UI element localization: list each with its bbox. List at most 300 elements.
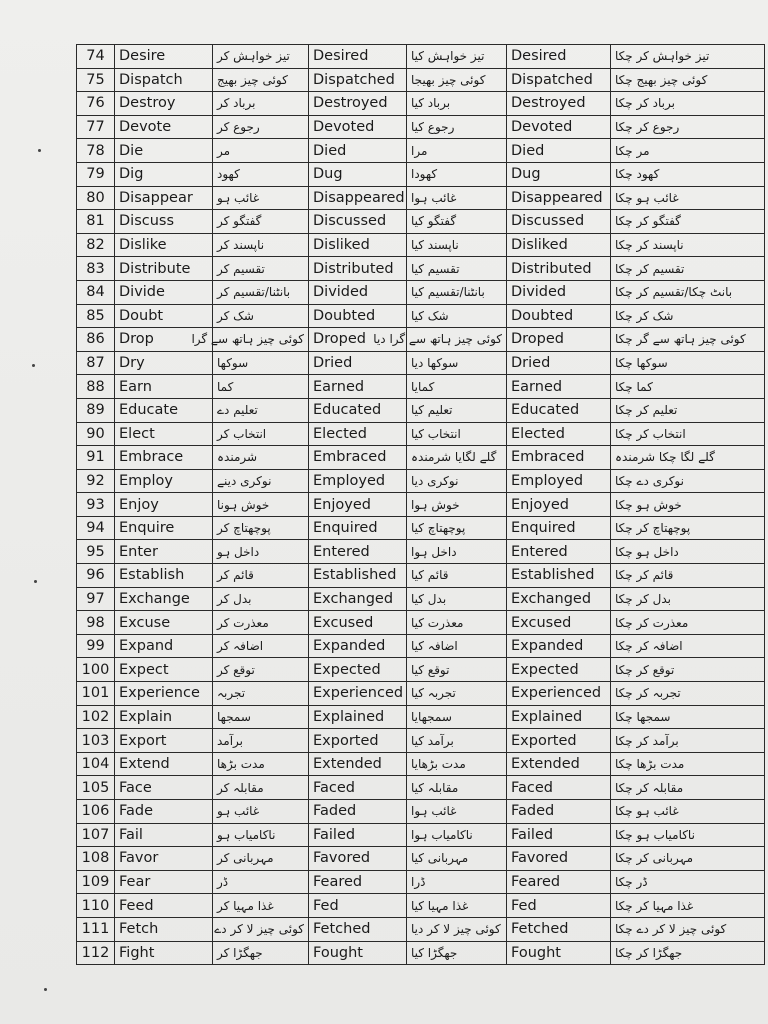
row-number: 107: [77, 823, 115, 847]
base-form: Fear: [115, 870, 213, 894]
row-number: 92: [77, 469, 115, 493]
past-participle-urdu: شک کر چکا: [611, 304, 765, 328]
past-form-urdu: کھودا: [407, 162, 507, 186]
base-form: Fetch: [115, 917, 213, 941]
base-form: Distribute: [115, 257, 213, 281]
past-participle-urdu: گلے لگا چکا شرمندہ: [611, 446, 765, 470]
table-row: [77, 516, 765, 540]
past-form: Distributed: [309, 257, 407, 281]
base-form: Enquire: [115, 516, 213, 540]
row-number: 74: [77, 45, 115, 69]
past-participle: Experienced: [507, 682, 611, 706]
base-form: Expect: [115, 658, 213, 682]
table-row: [77, 469, 765, 493]
base-form: Dislike: [115, 233, 213, 257]
table-row: [77, 540, 765, 564]
past-form: Excused: [309, 611, 407, 635]
row-number: 95: [77, 540, 115, 564]
past-form: Entered: [309, 540, 407, 564]
base-form: Elect: [115, 422, 213, 446]
row-number: 94: [77, 516, 115, 540]
table-row: [77, 847, 765, 871]
past-participle-urdu: ڈر چکا: [611, 870, 765, 894]
past-form-urdu: برآمد کیا: [407, 729, 507, 753]
row-number: 76: [77, 92, 115, 116]
past-form: Enquired: [309, 516, 407, 540]
row-number: 100: [77, 658, 115, 682]
past-participle-urdu: کوئی چیز لا کر دے چکا: [611, 917, 765, 941]
past-participle-urdu: سمجھا چکا: [611, 705, 765, 729]
past-participle: Droped: [507, 328, 611, 352]
past-participle-urdu: تعلیم کر چکا: [611, 398, 765, 422]
past-form: Explained: [309, 705, 407, 729]
table-row: [77, 658, 765, 682]
past-form: Feared: [309, 870, 407, 894]
past-form-urdu: تقسیم کیا: [407, 257, 507, 281]
past-participle: Employed: [507, 469, 611, 493]
past-participle: Expected: [507, 658, 611, 682]
past-participle: Disliked: [507, 233, 611, 257]
table-row: [77, 682, 765, 706]
past-form-urdu: شک کیا: [407, 304, 507, 328]
past-participle-urdu: ناکامیاب ہو چکا: [611, 823, 765, 847]
past-form: Disliked: [309, 233, 407, 257]
past-participle: Exported: [507, 729, 611, 753]
past-participle-urdu: پوچھتاچ کر چکا: [611, 516, 765, 540]
table-row: [77, 870, 765, 894]
past-form: Educated: [309, 398, 407, 422]
past-form-urdu: گفتگو کیا: [407, 210, 507, 234]
base-form-urdu: تجربہ: [213, 682, 309, 706]
past-form: Favored: [309, 847, 407, 871]
table-row: [77, 280, 765, 304]
past-form: Desired: [309, 45, 407, 69]
base-form: Face: [115, 776, 213, 800]
base-form-urdu: بدل کر: [213, 587, 309, 611]
row-number: 99: [77, 634, 115, 658]
past-form: Fed: [309, 894, 407, 918]
past-form: Destroyed: [309, 92, 407, 116]
past-participle: Excused: [507, 611, 611, 635]
row-number: 101: [77, 682, 115, 706]
row-number: 85: [77, 304, 115, 328]
table-row: [77, 446, 765, 470]
row-number: 89: [77, 398, 115, 422]
base-form-urdu: توقع کر: [213, 658, 309, 682]
past-participle: Divided: [507, 280, 611, 304]
past-participle: Doubted: [507, 304, 611, 328]
past-participle: Elected: [507, 422, 611, 446]
past-form: Expanded: [309, 634, 407, 658]
base-form: Exchange: [115, 587, 213, 611]
scan-speck: [32, 364, 35, 367]
base-form: Educate: [115, 398, 213, 422]
base-form-urdu: کھود: [213, 162, 309, 186]
past-participle-urdu: بانٹ چکا/تقسیم کر چکا: [611, 280, 765, 304]
table-row: [77, 328, 765, 352]
row-number: 98: [77, 611, 115, 635]
row-number: 88: [77, 375, 115, 399]
past-participle-urdu: نوکری دے چکا: [611, 469, 765, 493]
base-form-urdu: تقسیم کر: [213, 257, 309, 281]
row-number: 111: [77, 917, 115, 941]
base-form-urdu: گفتگو کر: [213, 210, 309, 234]
past-participle-urdu: کوئی چیز ہاتھ سے گر چکا: [611, 328, 765, 352]
table-row: [77, 422, 765, 446]
past-participle: Devoted: [507, 115, 611, 139]
base-form: Export: [115, 729, 213, 753]
base-form: Doubt: [115, 304, 213, 328]
table-row: [77, 210, 765, 234]
past-participle-urdu: معذرت کر چکا: [611, 611, 765, 635]
past-form-urdu: مرا: [407, 139, 507, 163]
past-participle-urdu: غذا مہیا کر چکا: [611, 894, 765, 918]
past-participle: Earned: [507, 375, 611, 399]
past-participle-urdu: گفتگو کر چکا: [611, 210, 765, 234]
row-number: 75: [77, 68, 115, 92]
past-participle: Distributed: [507, 257, 611, 281]
past-participle-urdu: بدل کر چکا: [611, 587, 765, 611]
base-form: Feed: [115, 894, 213, 918]
base-form: Devote: [115, 115, 213, 139]
past-participle: Fought: [507, 941, 611, 965]
table-row: [77, 257, 765, 281]
past-form: Employed: [309, 469, 407, 493]
scan-speck: [38, 149, 41, 152]
past-form: Fetched: [309, 917, 407, 941]
row-number: 112: [77, 941, 115, 965]
base-form: Experience: [115, 682, 213, 706]
base-form-urdu: داخل ہو: [213, 540, 309, 564]
past-participle-urdu: کھود چکا: [611, 162, 765, 186]
past-form: Experienced: [309, 682, 407, 706]
past-participle-urdu: کما چکا: [611, 375, 765, 399]
past-form: Expected: [309, 658, 407, 682]
base-form: Expand: [115, 634, 213, 658]
base-form: Drop: [115, 328, 213, 352]
past-form-urdu: کوئی چیز بھیجا: [407, 68, 507, 92]
past-participle: Favored: [507, 847, 611, 871]
base-form-urdu: شرمندہ: [213, 446, 309, 470]
past-participle: Fetched: [507, 917, 611, 941]
table-row: [77, 92, 765, 116]
table-row: [77, 634, 765, 658]
table-row: [77, 375, 765, 399]
past-form: Failed: [309, 823, 407, 847]
base-form: Employ: [115, 469, 213, 493]
row-number: 78: [77, 139, 115, 163]
row-number: 83: [77, 257, 115, 281]
row-number: 93: [77, 493, 115, 517]
past-form: Devoted: [309, 115, 407, 139]
row-number: 80: [77, 186, 115, 210]
past-form: Exchanged: [309, 587, 407, 611]
table-row: [77, 800, 765, 824]
row-number: 108: [77, 847, 115, 871]
table-row: [77, 917, 765, 941]
base-form-urdu: سمجھا: [213, 705, 309, 729]
past-form-urdu: قائم کیا: [407, 564, 507, 588]
past-participle: Extended: [507, 752, 611, 776]
base-form: Destroy: [115, 92, 213, 116]
table-row: [77, 729, 765, 753]
base-form-urdu: ناکامیاب ہو: [213, 823, 309, 847]
past-participle: Faded: [507, 800, 611, 824]
row-number: 79: [77, 162, 115, 186]
past-form-urdu: بدل کیا: [407, 587, 507, 611]
past-participle: Dug: [507, 162, 611, 186]
base-form: Discuss: [115, 210, 213, 234]
row-number: 103: [77, 729, 115, 753]
past-form: Embraced: [309, 446, 407, 470]
table-row: [77, 611, 765, 635]
past-participle: Died: [507, 139, 611, 163]
base-form: Enter: [115, 540, 213, 564]
past-participle: Educated: [507, 398, 611, 422]
base-form: Fail: [115, 823, 213, 847]
row-number: 81: [77, 210, 115, 234]
past-participle-urdu: تیز خواہش کر چکا: [611, 45, 765, 69]
past-form-urdu: معذرت کیا: [407, 611, 507, 635]
base-form-urdu: مر: [213, 139, 309, 163]
past-form: Dispatched: [309, 68, 407, 92]
past-participle-urdu: انتخاب کر چکا: [611, 422, 765, 446]
past-participle: Discussed: [507, 210, 611, 234]
past-participle: Expanded: [507, 634, 611, 658]
base-form-urdu: کوئی چیز ہاتھ سے گرا: [213, 328, 309, 352]
past-participle-urdu: مدت بڑھا چکا: [611, 752, 765, 776]
table-row: [77, 68, 765, 92]
base-form: Excuse: [115, 611, 213, 635]
table-row: [77, 45, 765, 69]
base-form: Favor: [115, 847, 213, 871]
past-form: Faced: [309, 776, 407, 800]
past-form-urdu: غذا مہیا کیا: [407, 894, 507, 918]
past-form-urdu: غائب ہوا: [407, 800, 507, 824]
base-form-urdu: غذا مہیا کر: [213, 894, 309, 918]
scan-speck: [44, 988, 47, 991]
past-form-urdu: مہربانی کیا: [407, 847, 507, 871]
base-form-urdu: معذرت کر: [213, 611, 309, 635]
past-participle-urdu: جھگڑا کر چکا: [611, 941, 765, 965]
past-form-urdu: توقع کیا: [407, 658, 507, 682]
base-form: Explain: [115, 705, 213, 729]
base-form-urdu: مدت بڑھا: [213, 752, 309, 776]
base-form-urdu: شک کر: [213, 304, 309, 328]
past-form-urdu: گلے لگایا شرمندہ: [407, 446, 507, 470]
base-form-urdu: مہربانی کر: [213, 847, 309, 871]
past-participle-urdu: داخل ہو چکا: [611, 540, 765, 564]
past-form-urdu: سمجھایا: [407, 705, 507, 729]
past-participle: Faced: [507, 776, 611, 800]
base-form: Fight: [115, 941, 213, 965]
past-participle-urdu: غائب ہو چکا: [611, 186, 765, 210]
past-participle: Desired: [507, 45, 611, 69]
table-row: [77, 587, 765, 611]
base-form-urdu: جھگڑا کر: [213, 941, 309, 965]
table-row: [77, 752, 765, 776]
base-form-urdu: نوکری دینے: [213, 469, 309, 493]
past-participle-urdu: توقع کر چکا: [611, 658, 765, 682]
past-form: Droped: [309, 328, 407, 352]
table-row: [77, 304, 765, 328]
past-form-urdu: انتخاب کیا: [407, 422, 507, 446]
past-participle: Destroyed: [507, 92, 611, 116]
base-form-urdu: تعلیم دے: [213, 398, 309, 422]
past-form: Discussed: [309, 210, 407, 234]
base-form: Enjoy: [115, 493, 213, 517]
row-number: 110: [77, 894, 115, 918]
base-form: Establish: [115, 564, 213, 588]
past-participle: Exchanged: [507, 587, 611, 611]
base-form-urdu: رجوع کر: [213, 115, 309, 139]
base-form-urdu: بانٹنا/تقسیم کر: [213, 280, 309, 304]
base-form-urdu: اضافہ کر: [213, 634, 309, 658]
past-form-urdu: برباد کیا: [407, 92, 507, 116]
base-form-urdu: قائم کر: [213, 564, 309, 588]
past-participle-urdu: برآمد کر چکا: [611, 729, 765, 753]
past-form: Enjoyed: [309, 493, 407, 517]
row-number: 96: [77, 564, 115, 588]
base-form-urdu: تیز خواہش کر: [213, 45, 309, 69]
row-number: 97: [77, 587, 115, 611]
row-number: 105: [77, 776, 115, 800]
base-form-urdu: خوش ہونا: [213, 493, 309, 517]
base-form-urdu: ڈر: [213, 870, 309, 894]
past-participle-urdu: تجربہ کر چکا: [611, 682, 765, 706]
base-form-urdu: غائب ہو: [213, 800, 309, 824]
base-form-urdu: غائب ہو: [213, 186, 309, 210]
base-form-urdu: ناپسند کر: [213, 233, 309, 257]
past-participle: Established: [507, 564, 611, 588]
past-form-urdu: کوئی چیز لا کر دیا: [407, 917, 507, 941]
past-form-urdu: تیز خواہش کیا: [407, 45, 507, 69]
past-participle: Fed: [507, 894, 611, 918]
past-form: Elected: [309, 422, 407, 446]
base-form-urdu: سوکھا: [213, 351, 309, 375]
past-participle: Enjoyed: [507, 493, 611, 517]
table-row: [77, 493, 765, 517]
past-participle-urdu: مہربانی کر چکا: [611, 847, 765, 871]
row-number: 84: [77, 280, 115, 304]
verb-forms-table-body: [77, 45, 765, 965]
past-participle-urdu: تقسیم کر چکا: [611, 257, 765, 281]
base-form-urdu: انتخاب کر: [213, 422, 309, 446]
row-number: 87: [77, 351, 115, 375]
table-row: [77, 776, 765, 800]
past-participle-urdu: مر چکا: [611, 139, 765, 163]
past-form: Fought: [309, 941, 407, 965]
row-number: 82: [77, 233, 115, 257]
past-form: Disappeared: [309, 186, 407, 210]
past-participle-urdu: رجوع کر چکا: [611, 115, 765, 139]
past-form: Doubted: [309, 304, 407, 328]
past-form-urdu: تعلیم کیا: [407, 398, 507, 422]
base-form-urdu: برآمد: [213, 729, 309, 753]
row-number: 104: [77, 752, 115, 776]
past-form: Exported: [309, 729, 407, 753]
past-participle: Entered: [507, 540, 611, 564]
past-form-urdu: ناکامیاب ہوا: [407, 823, 507, 847]
past-form-urdu: مقابلہ کیا: [407, 776, 507, 800]
past-form-urdu: ناپسند کیا: [407, 233, 507, 257]
table-row: [77, 398, 765, 422]
table-row: [77, 564, 765, 588]
past-form-urdu: کمایا: [407, 375, 507, 399]
table-row: [77, 823, 765, 847]
base-form: Dry: [115, 351, 213, 375]
row-number: 91: [77, 446, 115, 470]
base-form: Divide: [115, 280, 213, 304]
scan-speck: [34, 580, 37, 583]
base-form-urdu: پوچھتاچ کر: [213, 516, 309, 540]
past-form-urdu: پوچھتاچ کیا: [407, 516, 507, 540]
past-participle-urdu: غائب ہو چکا: [611, 800, 765, 824]
past-participle-urdu: مقابلہ کر چکا: [611, 776, 765, 800]
past-form-urdu: کوئی چیز ہاتھ سے گرا دیا: [407, 328, 507, 352]
table-row: [77, 941, 765, 965]
base-form-urdu: کما: [213, 375, 309, 399]
past-participle: Dispatched: [507, 68, 611, 92]
past-form-urdu: مدت بڑھایا: [407, 752, 507, 776]
table-row: [77, 186, 765, 210]
past-participle-urdu: ناپسند کر چکا: [611, 233, 765, 257]
past-participle: Explained: [507, 705, 611, 729]
row-number: 109: [77, 870, 115, 894]
base-form: Earn: [115, 375, 213, 399]
past-participle: Dried: [507, 351, 611, 375]
row-number: 86: [77, 328, 115, 352]
base-form: Disappear: [115, 186, 213, 210]
table-row: [77, 233, 765, 257]
past-form-urdu: غائب ہوا: [407, 186, 507, 210]
past-form: Faded: [309, 800, 407, 824]
past-form-urdu: سوکھا دیا: [407, 351, 507, 375]
row-number: 102: [77, 705, 115, 729]
past-form-urdu: جھگڑا کیا: [407, 941, 507, 965]
past-form-urdu: ڈرا: [407, 870, 507, 894]
base-form: Fade: [115, 800, 213, 824]
past-form-urdu: خوش ہوا: [407, 493, 507, 517]
past-participle-urdu: اضافہ کر چکا: [611, 634, 765, 658]
past-form-urdu: داخل ہوا: [407, 540, 507, 564]
past-participle-urdu: برباد کر چکا: [611, 92, 765, 116]
base-form: Dispatch: [115, 68, 213, 92]
past-form-urdu: اضافہ کیا: [407, 634, 507, 658]
past-participle-urdu: خوش ہو چکا: [611, 493, 765, 517]
table-row: [77, 894, 765, 918]
base-form-urdu: کوئی چیز لا کر دے: [213, 917, 309, 941]
past-form-urdu: رجوع کیا: [407, 115, 507, 139]
past-form: Dried: [309, 351, 407, 375]
past-participle-urdu: سوکھا چکا: [611, 351, 765, 375]
base-form-urdu: برباد کر: [213, 92, 309, 116]
table-row: [77, 351, 765, 375]
base-form: Embrace: [115, 446, 213, 470]
row-number: 90: [77, 422, 115, 446]
base-form: Die: [115, 139, 213, 163]
past-participle: Embraced: [507, 446, 611, 470]
past-participle: Enquired: [507, 516, 611, 540]
base-form: Extend: [115, 752, 213, 776]
past-form: Established: [309, 564, 407, 588]
past-form-urdu: نوکری دیا: [407, 469, 507, 493]
table-row: [77, 705, 765, 729]
past-form-urdu: تجربہ کیا: [407, 682, 507, 706]
past-form: Extended: [309, 752, 407, 776]
past-participle-urdu: کوئی چیز بھیج چکا: [611, 68, 765, 92]
past-form: Died: [309, 139, 407, 163]
